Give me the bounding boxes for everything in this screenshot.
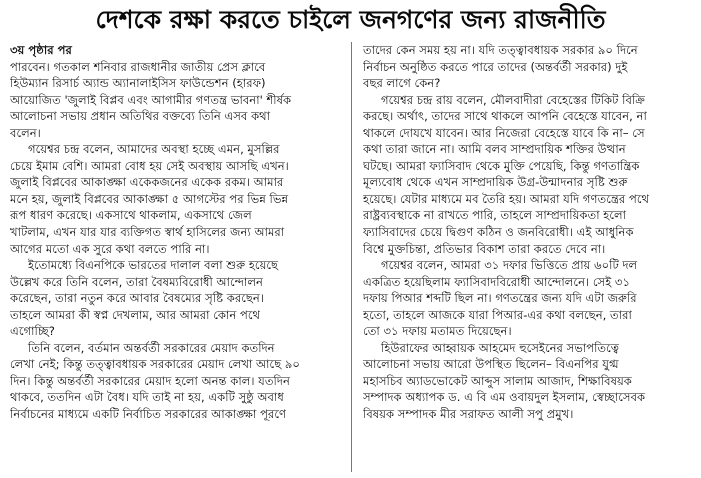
text-line: দফায় পিআর শব্দটি ছিল না। গণতন্ত্রের জন্য যদি এটা জরুরি [363,291,637,306]
text-line: তাহলে আমরা কী স্বপ্ন দেখলাম, আর আমরা কোন পথে [10,307,261,322]
left-paragraph-3 [10,257,342,340]
left-paragraph-2 [10,141,342,257]
text-line: পারবেন। গতকাল শনিবার রাজধানীর জাতীয় প্রেস ক্লাবে [10,59,266,74]
text-line: থাকবে, ততদিন এটা বৈধ। যদি তাই না হয়, একটি সুষ্ঠু অবাধ [10,390,284,405]
headline: দেশকে রক্ষা করতে চাইলে জনগণের জন্য রাজনীতি [95,5,606,34]
text-line: জুলাই বিপ্লবের আকাঙ্ক্ষা একেকজনের একেক রকম। আমার [10,175,284,190]
continued-from-label: ৩য় পৃষ্ঠার পর [10,43,72,57]
column-divider [351,42,352,472]
left-column [10,42,342,423]
text-line: লেখা নেই; কিন্তু তত্ত্বাবধায়ক সরকারের মেয়াদ লেখা আছে ৯০ [10,357,300,372]
text-line: একত্রিত হয়েছিলাম ফ্যাসিবাদবিরোধী আন্দোলনে। সেই ৩১ [363,274,630,289]
right-paragraph-4 [363,340,695,423]
text-line: দিন। কিন্তু অন্তর্বর্তী সরকারের মেয়াদ হলো অনন্ত কাল। যতদিন [10,373,290,388]
text-line: মূল্যবোধ থেকে এখন সাম্প্রদায়িক উগ্র-উন্মাদনার সৃষ্টি শুরু [363,175,628,190]
text-line: ফ্যাসিবাদের চেয়ে দ্বিগুণ কঠিন ও জনবিরোধী। এই আধুনিক [363,225,634,240]
text-line: ঘটছে। আমরা ফ্যাসিবাদ থেকে মুক্তি পেয়েছি, কিন্তু গণতান্ত্রিক [363,158,640,173]
text-line: তাদের কেন সময় হয় না। যদি তত্ত্বাবধায়ক সরকার ৯০ দিনে [363,43,638,57]
text-line: করেছেন, তারা নতুন করে আবার বৈষম্যের সৃষ্টি করছেন। [10,291,264,306]
text-line: মহাসচিব অ্যাডভোকেট আব্দুস সালাম আজাদ, শিক্ষাবিষয়ক [363,373,632,388]
text-line: সম্পাদক অধ্যাপক ড. এ বি এম ওবায়দুল ইসলাম, স্বেচ্ছাসেবক [363,390,646,405]
text-line: আলোচনা সভায় প্রধান অতিথির বক্তব্যে তিনি এসব কথা [10,109,271,124]
text-line: বিশ্বে মুক্তচিন্তা, প্রতিভার বিকাশ তারা করতে দেবে না। [363,241,606,256]
text-line: তো ৩১ দফায় মতামত দিয়েছেন। [363,324,512,339]
text-line: থাকলে দোযখে যাবেন। আর নিজেরা বেহেস্তে যাবে কি না– সে [363,125,645,140]
text-line: নির্বাচনের মাধ্যমে একটি নির্বাচিত সরকারের আকাঙ্ক্ষা পূরণে [10,407,286,422]
text-line: গয়েশ্বর চন্দ্র বলেন, আমাদের অবস্থা হচ্ছে এমন, মুসল্লির [28,142,280,157]
text-line: হতো, তাহলে আজকে যারা পিআর-এর কথা বলছেন, তারা [363,307,632,322]
text-line: হিউরাফের আহ্বায়ক আহমেদ হুসেইনের সভাপতিত্বে [381,340,620,355]
text-line: বছর লাগে কেন? [363,76,441,91]
text-line: মনে হয়, জুলাই বিপ্লবের আকাঙ্ক্ষা ৫ আগস্টের পর ভিন্ন ভিন্ন [10,191,289,206]
text-line: আয়োজিত 'জুলাই বিপ্লব এবং আগামীর গণতন্ত্র ভাবনা' শীর্ষক [10,92,292,107]
text-line: নির্বাচন অনুষ্ঠিত করতে পারে তাদের (অন্তর্বর্তী সরকার) দুই [363,59,628,74]
text-line: আলোচনা সভায় আরো উপস্থিত ছিলেন– বিএনপির যুগ্ম [363,357,619,372]
right-paragraph-3 [363,257,695,340]
left-paragraph-4 [10,340,342,423]
right-paragraph-1 [363,42,695,92]
text-line: চেয়ে ইমাম বেশি। আমরা বোধ হয় সেই অবস্থায় আসছি এখন। [10,158,289,173]
text-line: গয়েশ্বর বলেন, আমরা ৩১ দফার ভিত্তিতে প্রায় ৬০টি দল [381,258,638,273]
left-paragraph-1 [10,59,342,142]
text-line: বিষয়ক সম্পাদক মীর সরাফত আলী সপু প্রমুখ। [363,407,574,422]
text-line: বলেন। [10,125,41,140]
text-line: আগের মতো এক সুরে কথা বলতে পারি না। [10,241,210,256]
text-line: হিউম্যান রিসার্চ অ্যান্ড অ্যানালাইসিস ফাউন্ডেশন (হারফ) [10,76,266,91]
text-line: করছে। অর্থাৎ, তাদের সাথে থাকলে আপনি বেহেস্তে যাবেন, না [363,109,647,124]
text-line: কথা তারা জানে না। আমি বলব সাম্প্রদায়িক শক্তির উত্থান [363,142,626,157]
text-line: এগোচ্ছি? [10,324,55,339]
text-line: রূপ ধারণ করেছে। একসাথে থাকলাম, একসাথে জেল [10,208,252,223]
text-line: রাষ্ট্রব্যবস্থাকে না রাখতে পারি, তাহলে সাম্প্রদায়িকতা হলো [363,208,627,223]
right-column [363,42,695,423]
right-paragraph-2 [363,92,695,257]
text-line: হয়েছে। যেটার মাধ্যমে মব তৈরি হয়। আমরা যদি গণতন্ত্রের পথে [363,191,650,206]
text-line: গয়েশ্বর চন্দ্র রায় বলেন, মৌলবাদীরা বেহেস্তের টিকিট বিক্রি [381,92,645,107]
text-line: খাটলাম, এখন যার যার ব্যক্তিগত স্বার্থ হাসিলের জন্য আমরা [10,225,285,240]
text-line: তিনি বলেন, বর্তমান অন্তর্বর্তী সরকারের মেয়াদ কতদিন [28,340,275,355]
text-line: ইতোমধ্যে বিএনপিকে ভারতের দালাল বলা শুরু হয়েছে [28,258,279,273]
text-line: উল্লেখ করে তিনি বলেন, তারা বৈষম্যবিরোধী আন্দোলন [10,274,263,289]
